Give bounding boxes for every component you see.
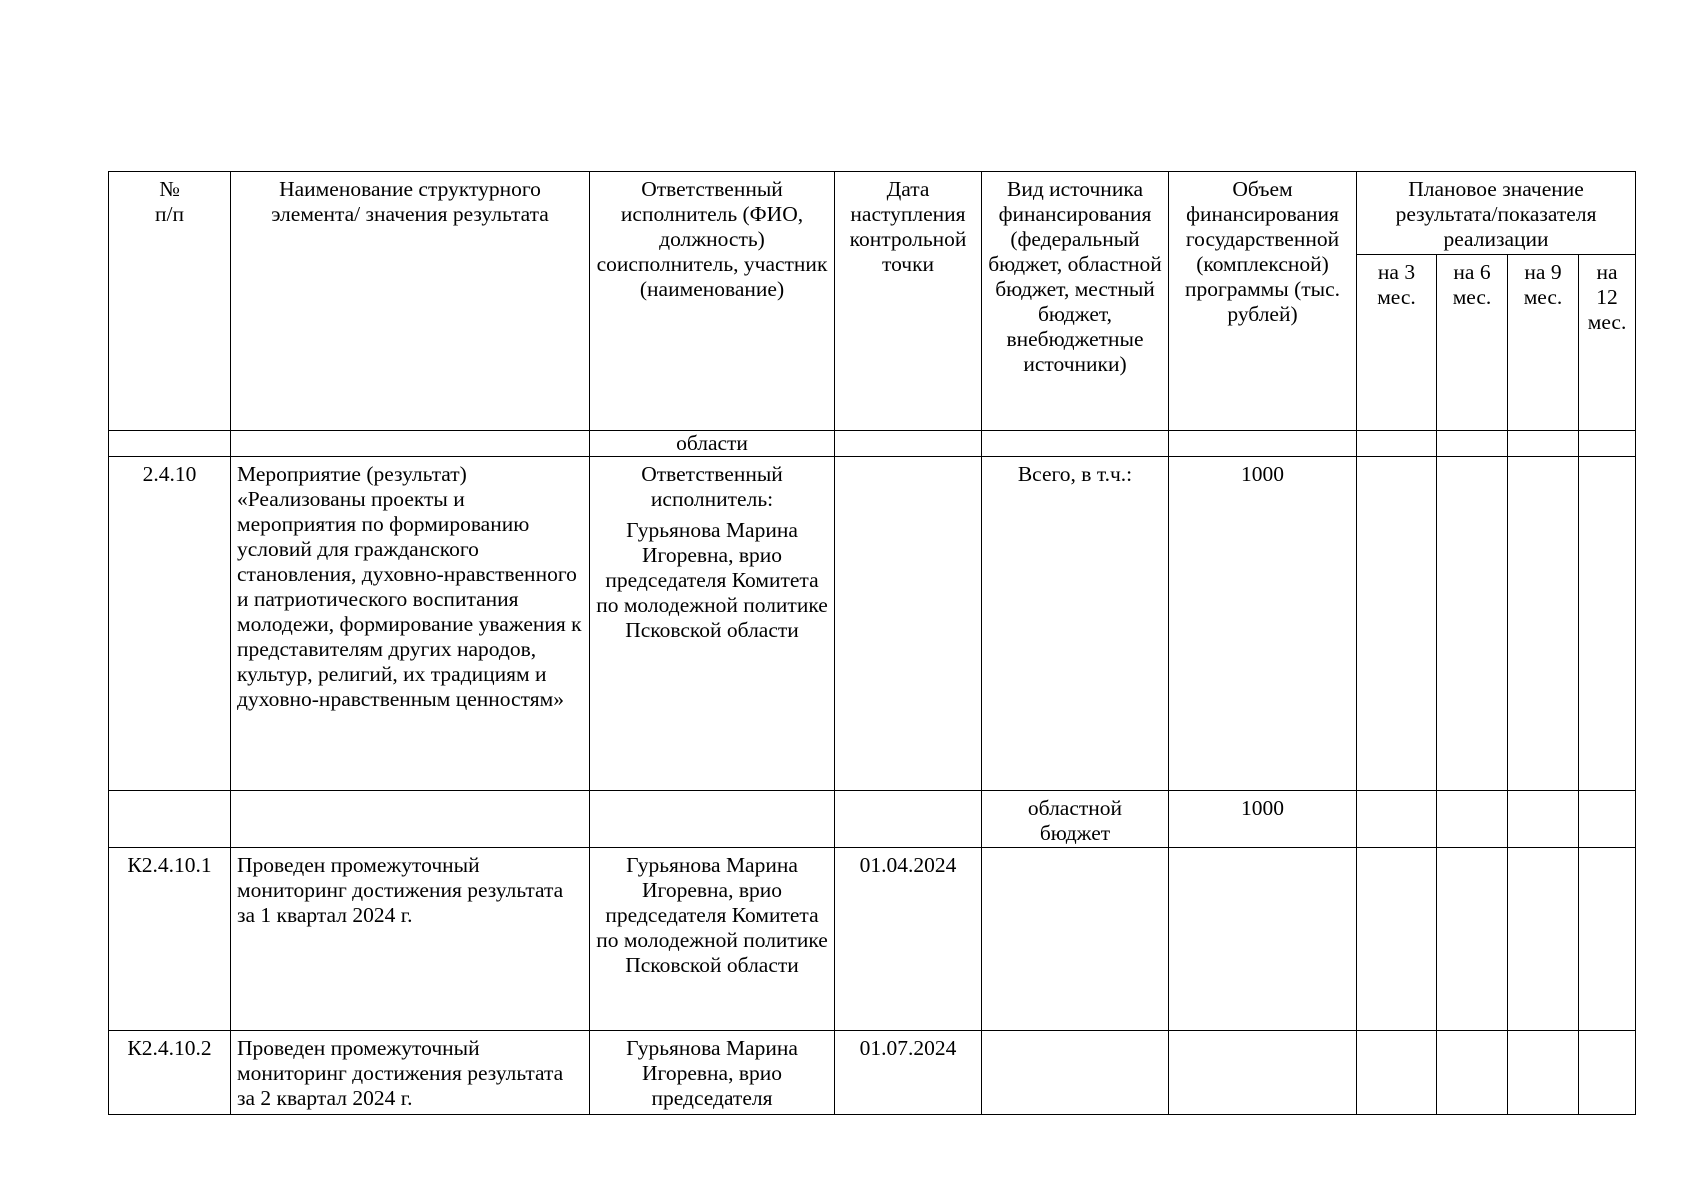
table-row [109, 457, 1636, 791]
header-name: Наименование структурного элемента/ значения результата [231, 172, 590, 431]
responsible-label: Ответственный исполнитель: [641, 462, 783, 511]
cell-name: Мероприятие (результат) «Реализованы проекты и мероприятия по формированию условий для гражданского становления, духовно-нравственного и патриотического воспитания молодежи, формирование уважения к представителям других народов, культур, религий, их традициям и духовно-нравственным ценностям» [231, 457, 590, 791]
cell-responsible [590, 791, 835, 848]
cell-date: 01.04.2024 [835, 848, 982, 1031]
cell-name [231, 431, 590, 457]
table-row [109, 431, 1636, 457]
header-source: Вид источника финансирования (федеральный бюджет, областной бюджет, местный бюджет, внебюджетные источники) [982, 172, 1169, 431]
cell-m3 [1357, 457, 1437, 791]
cell-m9 [1508, 431, 1579, 457]
cell-m6 [1437, 1031, 1508, 1115]
cell-source: областной бюджет [982, 791, 1169, 848]
cell-num: К2.4.10.2 [109, 1031, 231, 1115]
cell-date [835, 431, 982, 457]
table-row [109, 791, 1636, 848]
cell-m6 [1437, 431, 1508, 457]
cell-m12 [1579, 791, 1636, 848]
cell-m3 [1357, 848, 1437, 1031]
header-q3: на 3 мес. [1357, 255, 1437, 431]
header-q6: на 6 мес. [1437, 255, 1508, 431]
header-responsible: Ответственный исполнитель (ФИО, должность) соисполнитель, участник (наименование) [590, 172, 835, 431]
cell-m9 [1508, 848, 1579, 1031]
cell-responsible [590, 457, 835, 791]
table-row [109, 1031, 1636, 1115]
cell-volume: 1000 [1169, 457, 1357, 791]
header-q9: на 9 мес. [1508, 255, 1579, 431]
cell-name: Проведен промежуточный мониторинг достижения результата за 1 квартал 2024 г. [231, 848, 590, 1031]
cell-responsible: Гурьянова Марина Игоревна, врио председателя [590, 1031, 835, 1115]
cell-name [231, 791, 590, 848]
header-q12: на 12 мес. [1579, 255, 1636, 431]
cell-date [835, 457, 982, 791]
cell-m9 [1508, 1031, 1579, 1115]
cell-m6 [1437, 457, 1508, 791]
responsible-person: Гурьянова Марина Игоревна, врио председателя Комитета по молодежной политике Псковской области [596, 518, 828, 642]
cell-date: 01.07.2024 [835, 1031, 982, 1115]
plan-table [108, 171, 1636, 1115]
cell-responsible: области [590, 431, 835, 457]
cell-volume [1169, 431, 1357, 457]
cell-source [982, 848, 1169, 1031]
cell-m9 [1508, 791, 1579, 848]
cell-m9 [1508, 457, 1579, 791]
cell-m6 [1437, 848, 1508, 1031]
header-date: Дата наступления контрольной точки [835, 172, 982, 431]
cell-num [109, 431, 231, 457]
cell-source [982, 431, 1169, 457]
cell-source: Всего, в т.ч.: [982, 457, 1169, 791]
cell-num: 2.4.10 [109, 457, 231, 791]
cell-volume: 1000 [1169, 791, 1357, 848]
header-volume: Объем финансирования государственной (комплексной) программы (тыс. рублей) [1169, 172, 1357, 431]
cell-num [109, 791, 231, 848]
cell-volume [1169, 1031, 1357, 1115]
cell-m12 [1579, 457, 1636, 791]
cell-name: Проведен промежуточный мониторинг достижения результата за 2 квартал 2024 г. [231, 1031, 590, 1115]
cell-volume [1169, 848, 1357, 1031]
cell-date [835, 791, 982, 848]
header-num: № п/п [109, 172, 231, 431]
cell-m3 [1357, 791, 1437, 848]
cell-num: К2.4.10.1 [109, 848, 231, 1031]
cell-m6 [1437, 791, 1508, 848]
cell-source [982, 1031, 1169, 1115]
header-planned: Плановое значение результата/показателя реализации [1357, 172, 1636, 255]
table-row [109, 848, 1636, 1031]
cell-m12 [1579, 431, 1636, 457]
cell-m3 [1357, 431, 1437, 457]
cell-m3 [1357, 1031, 1437, 1115]
cell-responsible: Гурьянова Марина Игоревна, врио председателя Комитета по молодежной политике Псковской области [590, 848, 835, 1031]
cell-m12 [1579, 1031, 1636, 1115]
cell-m12 [1579, 848, 1636, 1031]
